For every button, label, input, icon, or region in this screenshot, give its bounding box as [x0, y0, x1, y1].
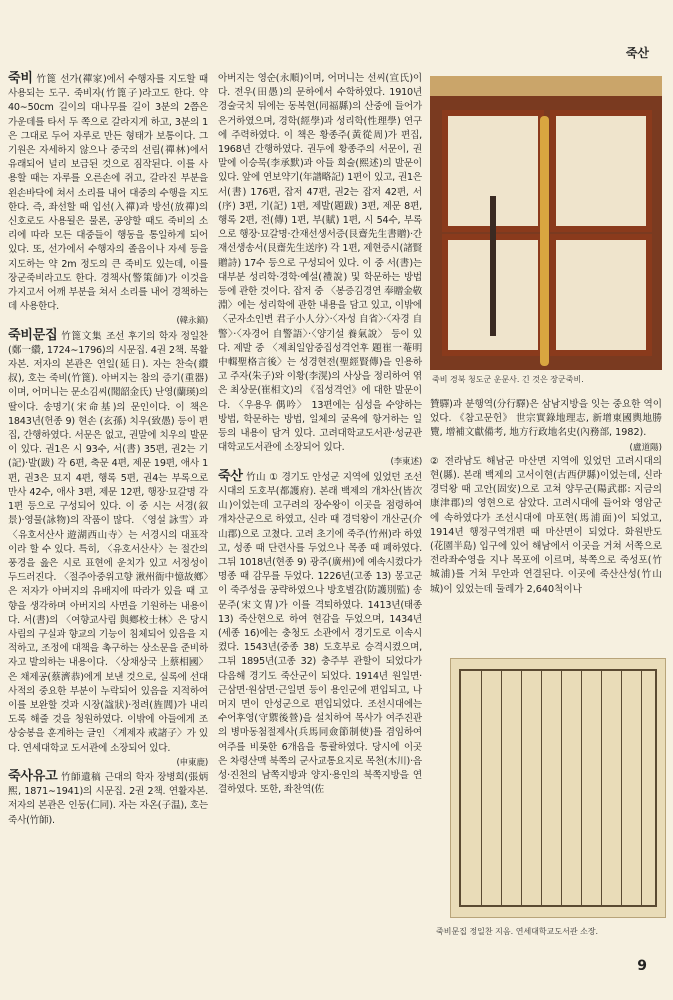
- entry-body: 선가(禪家)에서 수행자를 지도할 때 사용되는 도구. 죽비자(竹篦子)라고도 한다. 약 40∼50cm 길이의 대나무를 길이 3분의 2쯤은 가운데를 타서 두 쪽으로 갈라지게 하고, 3분의 1은 그대로 두어 자루로 만든 형태가 보통이다. 그 기원은 자세하지 않으나 중국의 선림(禪林)에서 유래되어 널리 보급된 것으로 짐작된다. 이를 사용할 때는 자루를 오른손에 쥐고, 갈라진 부분을 왼손바닥에 쳐서 소리를 내어 대중의 수행을 지도한다. 즉, 좌선할 때 입선(入禪)과 방선(放禪)의 신호로도 사용될은 물론, 공양할 때도 죽비의 소리에 따라 모든 대중들이 행동을 통일하게 되어 있다. 또, 선가에서 수행자의 졸음이나 자세 등을 지도하는 약 2m 정도의 큰 죽비도 있는데, 이를 장군죽비라고도 한다. 경책사(警策師)가 이것을 가지고서 어깨 부분을 쳐서 소리를 내어 경책하는 데 사용한다.: [8, 74, 208, 313]
- entry-author: (韓永鎬): [176, 316, 208, 327]
- entry-juksan: [218, 470, 422, 798]
- entry-headword: 죽사유고: [8, 768, 58, 784]
- entry-author: (盧道陽): [629, 442, 662, 453]
- entry-body: 근대의 학자 장병희(張炳熙, 1871∼1941)의 시문집. 2권 2책. 연활자본. 저자의 본관은 인동(仁同). 자는 자온(子温), 호는 죽사(竹師).: [8, 771, 208, 826]
- entry-jukbi-munjip: [8, 329, 208, 770]
- entry-jukbi: [8, 72, 208, 329]
- column-2: [218, 72, 422, 797]
- entry-headword: 죽산: [218, 468, 243, 484]
- general-jukbi-image: [540, 116, 549, 366]
- entry-headword-hanja: 竹篦: [36, 74, 57, 85]
- small-jukbi-image: [490, 196, 496, 336]
- entry-author: (申東鹿): [176, 757, 208, 768]
- page-header: [0, 0, 673, 70]
- entry-headword-hanja: 竹師遺稿: [60, 771, 102, 783]
- entry-body: 조선 후기의 학자 정일찬(鄭一纘, 1724∼1796)의 시문집. 4권 2책. 목활자본. 저자의 본관은 연일(延日). 자는 찬숙(纘叔), 호는 죽비(竹篦). 아버지는 참의 증기(重器)이며, 어머니는 문소김씨(聞韶金氏) 난영(蘭瑛)의 딸이다. 송명기(宋命基)의 문인이다. 이 책은 1843년(헌종 9) 현손 (玄孫) 치우(致愚) 등이 편집, 간행하였다. 서문은 없고, 권말에 치우의 발문이 있다. 권1은 시 93수, 서(書) 35편, 권2는 기(記)·발(跋) 각 6편, 축문 4편, 제문 19편, 애사 1편, 권3은 묘지 4편, 행록 5편, 권4는 부록으로 만사 42수, 애사 3편, 제문 12편, 행장·묘갈명 각 1편 등으로 구성되어 있다. 이 중 시는 서경(叙景)·영물(詠物)의 작품이 많다. 〈영설 詠雪〉과 〈유호서산사 遊湖西山寺〉는 서경시의 대표작이라 할 수 있다. 특히, 〈유호서산사〉는 절간의 풍경을 읊은 시로 표현에 운치가 있고 서정성이 두드러진다. 〈절주아중위고향 湫州衙中憶故鄕〉은 저자가 아버지의 유배지에 따라가 있을 때 고향을 생각하며 아버지의 사면을 기원하는 내용이다. 서(書)의 〈여향교사림 與鄕校士林〉은 당시 사림의 구실과 향교의 기능이 침체되어 있음을 지적하고, 조정에 대책을 촉구하는 상소문을 준비하자고 발의하는 내용이다. 〈상채상국 上蔡相國〉은 채제공(蔡濟恭)에게 보낸 것으로, 실록에 선대 사적의 중요한 부분이 누락되어 있음을 지적하여 이를 보완할 것과 시장(諡狀)·정려(旌閭)가 내리도록 해줄 것을 청원하였다. 이밖에 아들에게 조상숭봉을 훈계하는 글인 〈계제자 戒諸子〉가 있다. 연세대학교 도서관에 소장되어 있다.: [8, 330, 208, 754]
- entry-headword-hanja: 竹篦文集: [61, 330, 103, 342]
- entry-headword: 죽비문집: [8, 327, 58, 343]
- column-1: [8, 72, 208, 828]
- entry-body: ① 경기도 안성군 지역에 있었던 조선시대의 도호부(都護府). 본래 백제의 개차산(皆次山)이었는데 고구려의 장수왕이 이곳을 점령하여 개차산군으로 하였고, 신라 때 경덕왕이 개산군(介山郡)으로 고쳤다. 고려 초기에 죽주(竹州)라 하였고, 성종 때 단련사를 두었으나 목종 때 폐하였다. 그뒤 1018년(현종 9) 광주(廣州)에 예속시켰다가 명종 때 감무를 두었다. 1226년(고종 13) 몽고군이 죽주성을 공략하였으나 방호별감(防護別監) 송문주(宋文冑)가 이를 격퇴하였다. 1413년(태종 13) 죽산현으로 하여 현감을 두었으며, 1434년(세종 16)에는 충청도 소관에서 경기도로 이속시켰다. 1543년(중종 38) 도호부로 승격시켰으며, 그뒤 1895년(고종 32) 충주부 관할이 되었다가 다음해 경기도 죽산군이 되었다. 1914년 원일면·근삼면·원삼면·근일면 등이 용인군에 편입되고, 나머지 면이 안성군으로 편입되었다. 조선시대에는 수어후영(守禦後營)을 설치하여 목사가 여주진관의 병마동첨절제사(兵馬同僉節制使)를 겸임하여 여주를 비롯한 6개읍을 통괄하였다. 당시에 이곳은 차령산맥 북쪽의 군사교통요지로 목천(木川)·음성·진천의 남쪽지방과 양지·용인의 북쪽지방을 연결하였다. 또한, 좌찬역(佐: [218, 471, 422, 796]
- entry-body: 贊驛)과 분행역(分行驛)은 삼남지방을 잇는 중요한 역이었다. 《참고문헌》 世宗實錄地理志, 新增東國輿地勝覽, 增補文獻備考, 地方行政地名史(內務部, 1982).: [430, 399, 662, 439]
- entry-juksa-yugo-cont: [218, 72, 422, 470]
- photo-caption: 죽비 경북 청도군 운문사. 긴 것은 장군죽비.: [432, 375, 584, 384]
- jukbi-photo: [430, 76, 662, 370]
- entry-juksa-yugo: [8, 770, 208, 828]
- entry-headword: 죽비: [8, 71, 33, 86]
- book-page-image: [450, 658, 666, 918]
- page-number: 9: [637, 958, 647, 974]
- entry-headword-hanja: 竹山: [246, 471, 266, 483]
- column-3: [430, 398, 662, 597]
- entry-author: (李東述): [390, 457, 422, 468]
- book-caption: 죽비문집 정일찬 지음. 연세대학교도서관 소장.: [436, 927, 599, 936]
- entry-body: 아버지는 영순(永順)이며, 어머니는 선씨(宣氏)이다. 전우(田愚)의 문하에서 수학하였다. 1910년 경술국치 뒤에는 동복현(同福縣)의 산중에 들어가 은거하였으며, 경학(經學)과 성리학(性理學) 연구에 주력하였다. 이 책은 황종주(黃從周)가 편집, 1968년 간행하였다. 권두에 황종주의 서문이, 권말에 이승묵(李承默)과 아들 희술(熙述)의 발문이 있다. 앞에 연보약기(年譜略記) 1편이 있고, 권1은 서(書) 176편, 잡저 47편, 권2는 잡저 42편, 서(序) 3편, 기(記) 1편, 제발(題跋) 3편, 제문 8편, 행록 2편, 전(傳) 1편, 부(賦) 1편, 시 54수, 부록으로 행장·묘갈명·간재선생서증(艮齋先生書贈)·간재선생송서(艮齋先生送序) 각 1편, 제현증시(諸賢贈詩) 17수 등으로 구성되어 있다. 이 중 서(書)는 대부분 성리학·경학·예설(禮說) 및 학문하는 방법 등에 관한 것이다. 잡저 중 〈봉증김경연 奉贈金敬淵〉에는 성리학에 관한 내용을 담고 있고, 이밖에 〈군자소인변 君子小人分〉·〈자성 自省〉·〈자경 自警〉·〈자경어 自警語〉·〈양기설 養氣說〉 등이 있다. 제발 중 〈제최일암중집성격언후 題崔一菴明中輯聖格言後〉는 성경현전(聖經賢傳)을 인용하고 주자(朱子)와 이황(李滉)의 사상을 정리하여 엮은 최상문(崔相文)의 《집성격언》에 대한 발문이다. 〈우용우 偶吟〉 13편에는 심성을 수양하는 방법, 학문하는 방법, 일체의 굴욕에 항거하는 일 등의 내용이 담겨 있다. 고려대학교도서관·성균관대학교도서관에 소장되어 있다.: [218, 73, 422, 454]
- entry-body: ② 전라남도 해남군 마산면 지역에 있었던 고려시대의 현(縣). 본래 백제의 고서이현(古西伊縣)이었는데, 신라 경덕왕 때 고안(固安)으로 고쳐 양무군(陽武郡: 지금의 康津郡)의 영현으로 삼았다. 고려시대에 들어와 영암군에 속하였다가 조선시대에 마포현(馬浦面)이 되었고, 1914년 행정구역개편 때 마산면이 되었다. 화원반도(花園半島) 입구에 있어 해남에서 이곳을 거쳐 서쪽으로 전라좌수영을 지나 목포에 이르며, 북쪽으로 죽성포(竹城浦)를 거쳐 무안과 연결된다. 이곳에 죽산산성(竹山城)이 있었는데 둘레가 2,640척이나: [430, 455, 662, 595]
- running-head: 죽산: [625, 46, 649, 60]
